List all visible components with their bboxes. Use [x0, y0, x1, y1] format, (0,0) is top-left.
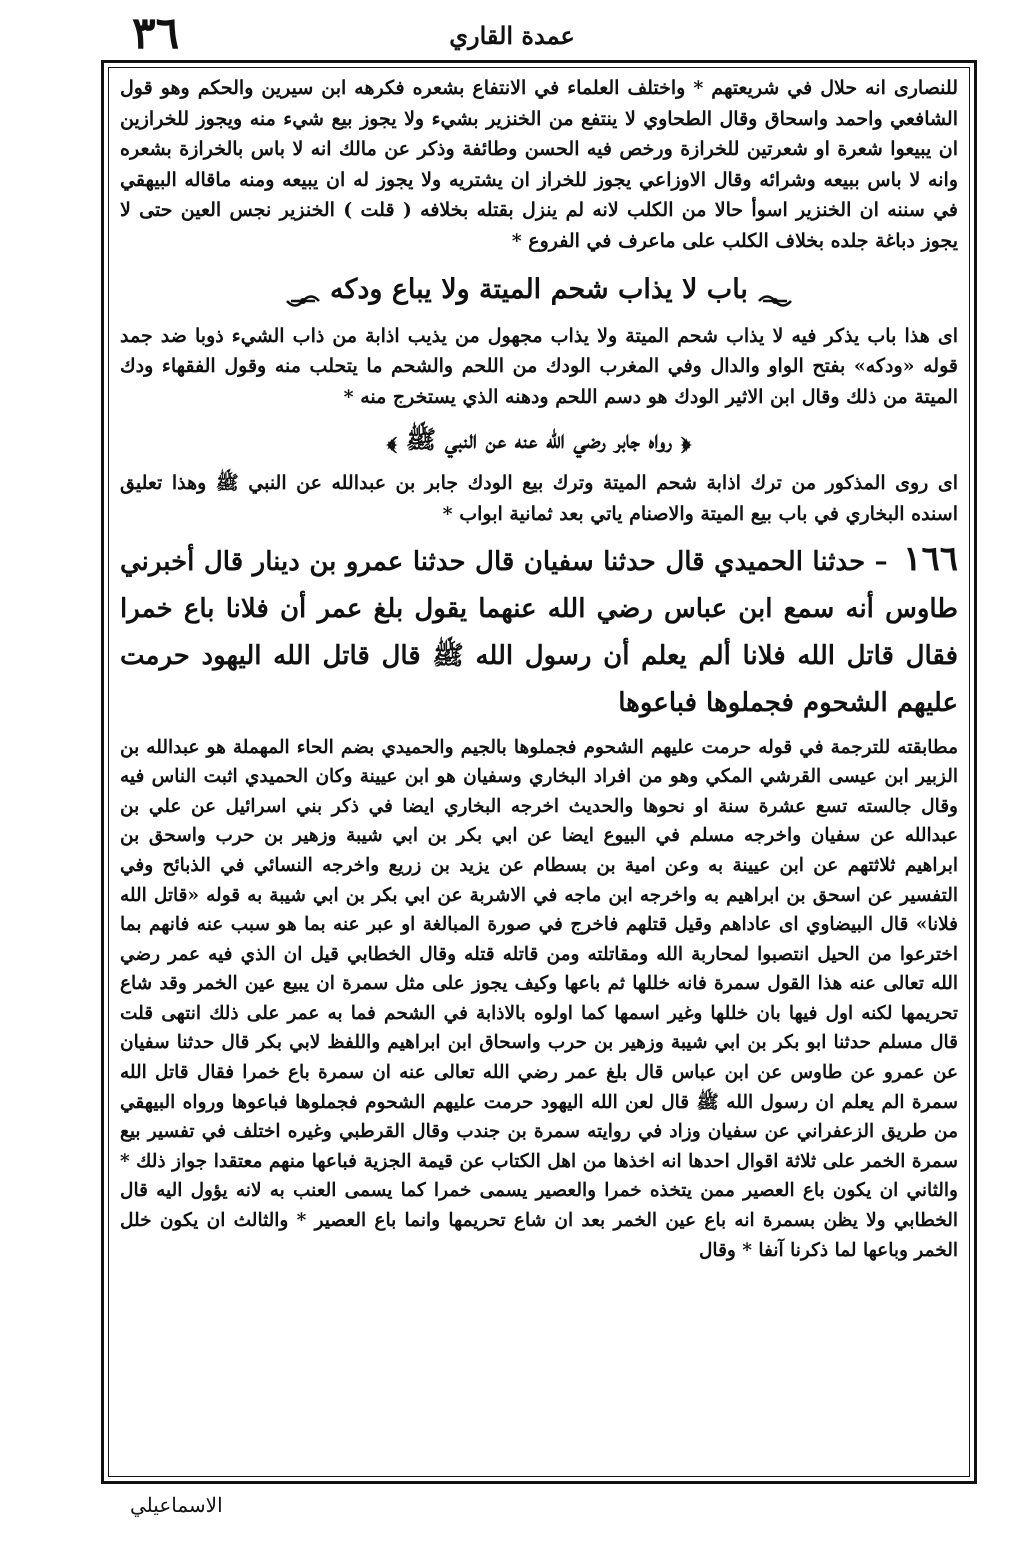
page-frame	[101, 60, 977, 1484]
ornament-right-icon	[757, 279, 793, 301]
hadith-dash-icon: –	[874, 546, 888, 577]
chapter-heading: باب لا يذاب شحم الميتة ولا يباع ودكه	[330, 273, 748, 305]
hadith-block	[120, 536, 958, 727]
page-content	[120, 73, 958, 1471]
hadith-number: ١٦٦	[903, 538, 958, 579]
page-number: ٣٦	[132, 8, 180, 59]
narration-heading-row	[120, 416, 958, 464]
bracket-left-icon: ﴾	[386, 425, 398, 455]
running-title: عمدة القاري	[449, 21, 575, 50]
chapter-paragraph: اى هذا باب يذكر فيه لا يذاب شحم الميتة ولا يذاب مجهول من يذيب اذابة من ذاب الشيء ذوبا ضد جمد قوله «ودكه» بفتح الواو والدال وفي المغرب الودك من اللحم والشحم ما يتحلب منه وقول الفقهاء ودك الميتة من ذلك وقال ابن الاثير الودك هو دسم اللحم ودهنه الذي يستخرج منه *	[120, 324, 958, 408]
intro-paragraph: للنصارى انه حلال في شريعتهم * واختلف العلماء في الانتفاع بشعره فكرهه ابن سيرين والحكم وهو قول الشافعي واحمد واسحاق وقال الطحاوي لا ينتفع من الخنزير بشيء ولا يجوز بيع شيء منه ويجوز للخرازين ان يبيعوا شعرة او شعرتين للخرازة ورخص فيه الحسن وطائفة وذكر عن مالك انه لا باس بالخرازة بشعره وانه لا باس ببيعه وشرائه وقال الاوزاعي يجوز للخراز ان يشتريه ولا يجوز له ان يبيعه ومنه ماقاله البيهقي في سننه ان الخنزير اسوأ حالا من الكلب لانه لم ينزل بقتله بخلافه ( قلت ) الخنزير نجس العين حتى لا يجوز دباغة جلده بخلاف الكلب على ماعرف في الفروع *	[120, 77, 958, 252]
footer-name: الاسماعيلي	[130, 1493, 223, 1517]
chapter-heading-row	[120, 265, 958, 315]
ornament-left-icon	[285, 279, 321, 301]
hadith-text: حدثنا الحميدي قال حدثنا سفيان قال حدثنا عمرو بن دينار قال أخبرني طاوس أنه سمع ابن عباس رضي الله عنهما يقول بلغ عمر أن فلانا باع خمرا فقال قاتل الله فلانا ألم يعلم أن رسول الله ﷺ قال قاتل الله اليهود حرمت عليهم الشحوم فجملوها فباعوها	[120, 546, 958, 718]
commentary-paragraph: مطابقته للترجمة في قوله حرمت عليهم الشحوم فجملوها بالجيم والحميدي بضم الحاء المهملة هو عبدالله بن الزبير ابن عيسى القرشي المكي وهو من افراد البخاري وسفيان هو ابن عيينة وكان الحميدي اثبت الناس فيه وقال جالسته تسع عشرة سنة او نحوها والحديث اخرجه البخاري ايضا في ذكر بني اسرائيل عن علي بن عبدالله عن سفيان واخرجه مسلم في البيوع ايضا عن ابي بكر بن ابي شيبة وزهير بن حرب واسحق بن ابراهيم ثلاثتهم عن ابن عيينة به وعن امية بن بسطام عن يزيد بن زريع واخرجه النسائي في الذبائح وفي التفسير عن اسحق بن ابراهيم به واخرجه ابن ماجه في الاشربة عن ابي بكر بن ابي شيبة به قوله «قاتل الله فلانا» قال البيضاوي اى عاداهم وقيل قتلهم فاخرج في صورة المبالغة او عبر عنه بما هو سبب عنه فانهم بما اخترعوا من الحيل انتصبوا لمحاربة الله ومقاتلته ومن قاتله قتله وقال الخطابي قيل ان الذي فيه عمر رضي الله تعالى عنه هذا القول سمرة فانه خللها ثم باعها وكيف يجوز على مثل سمرة ان يبيع عين الخمر وقد شاع تحريمها لكنه اول فيها بان خللها وغير اسمها كما اولوه بالاذابة في الشحم فما به عمر على ذلك انتهى قلت قال مسلم حدثنا ابو بكر بن ابي شيبة وزهير بن حرب واسحاق ابن ابراهيم واللفظ لابي بكر قال حدثنا سفيان عن عمرو عن طاوس عن ابن عباس قال بلغ عمر رضي الله تعالى عنه ان سمرة باع خمرا فقال قاتل الله سمرة الم يعلم ان رسول الله ﷺ قال لعن الله اليهود حرمت عليهم الشحوم فجملوها فباعوها ورواه البيهقي من طريق الزعفراني عن سفيان وزاد في روايته سمرة بن جندب وقال القرطبي وغيره اختلف في تفسير بيع سمرة الخمر على ثلاثة اقوال احدها انه اخذها من اهل الكتاب عن قيمة الجزية فباعها منهم معتقدا جواز ذلك * والثاني ان يكون باع العصير ممن يتخذه خمرا والعصير يسمى خمرا كما يسمى العنب به لانه يؤول اليه قال الخطابي ولا يظن بسمرة انه باع عين الخمر بعد ان شاع تحريمها وانما باع العصير * والثالث ان يكون خلل الخمر وباعها لما ذكرنا آنفا * وقال	[120, 736, 958, 1261]
narration-paragraph: اى روى المذكور من ترك اذابة شحم الميتة وترك بيع الودك جابر بن عبدالله عن النبي ﷺ وهذا تعليق اسنده البخاري في باب بيع الميتة والاصنام ياتي بعد ثمانية ابواب *	[120, 472, 958, 525]
narration-heading: رواه جابر رضي الله عنه عن النبي ﷺ	[405, 425, 673, 455]
bracket-right-icon: ﴿	[680, 425, 692, 455]
